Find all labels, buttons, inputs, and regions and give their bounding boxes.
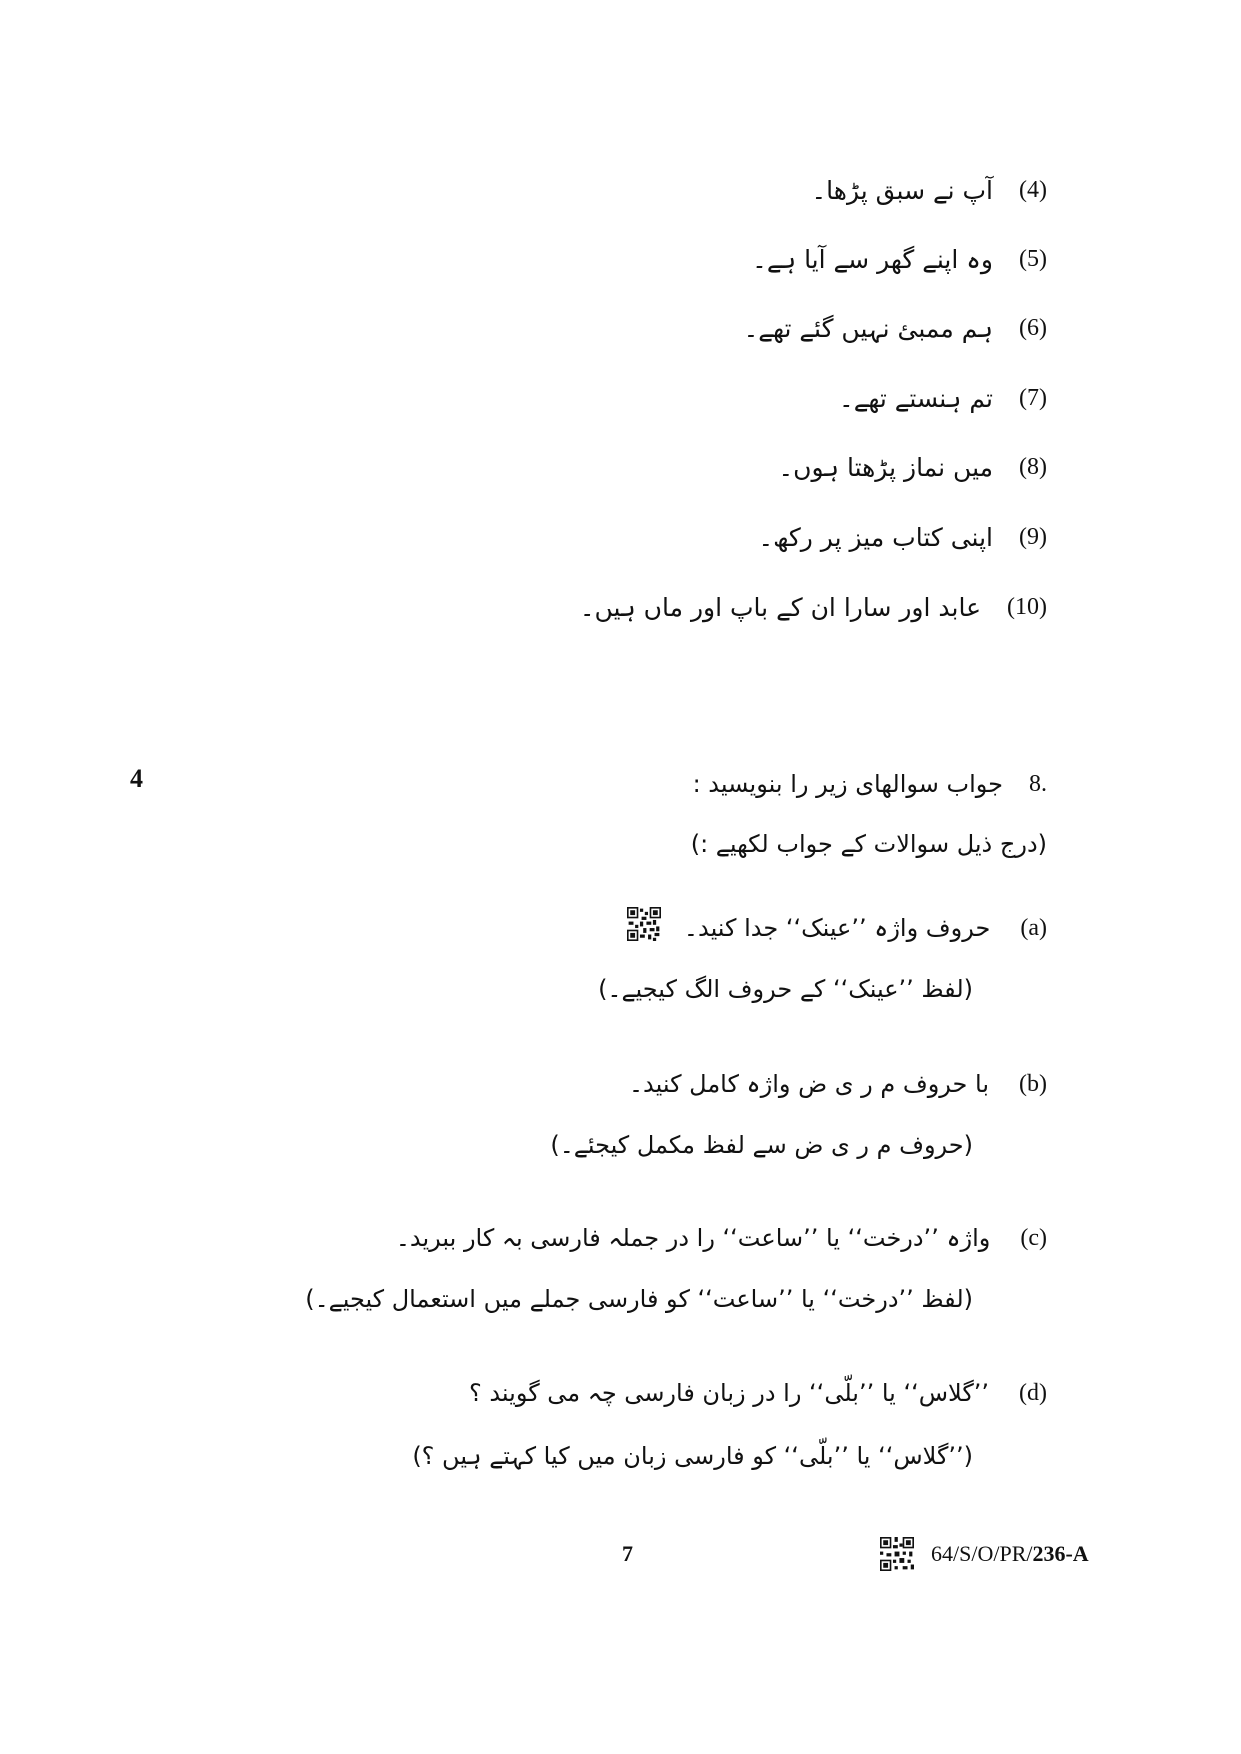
sentence-text: آپ نے سبق پڑھا۔ <box>811 175 994 205</box>
page-number: 7 <box>622 1541 633 1566</box>
sentence-text: تم ہنستے تھے۔ <box>839 383 994 413</box>
question-8-header <box>693 762 1047 806</box>
question-marks: 4 <box>130 764 143 793</box>
part-text: واژہ ’’درخت‘‘ یا ’’ساعت‘‘ را در جملہ فارسی بہ کار ببرید۔ <box>395 1224 991 1252</box>
sentence-number: (6) <box>1019 314 1047 341</box>
question-number: 8. <box>1029 770 1047 797</box>
part-text: با حروف م ر ی ض واژہ کامل کنید۔ <box>628 1070 990 1098</box>
paper-code-suffix: 236-A <box>1032 1541 1089 1566</box>
paper-code-prefix: 64/S/O/PR/ <box>931 1541 1033 1566</box>
sentence-item <box>839 376 1047 420</box>
sentence-item <box>778 445 1047 489</box>
qr-code-icon <box>627 907 661 941</box>
part-translation: (حروف م ر ی ض سے لفظ مکمل کیجئے۔) <box>550 1131 973 1159</box>
sentence-number: (4) <box>1019 176 1047 203</box>
part-translation: (لفظ ’’درخت‘‘ یا ’’ساعت‘‘ کو فارسی جملے میں استعمال کیجیے۔) <box>305 1285 973 1313</box>
question-part-c <box>396 1216 1047 1260</box>
sentence-number: (8) <box>1019 453 1047 480</box>
sentence-item <box>744 306 1047 350</box>
question-prompt: جواب سوالھای زیر را بنویسید : <box>692 770 1003 798</box>
sentence-number: (10) <box>1007 593 1047 620</box>
sentence-number: (5) <box>1019 245 1047 272</box>
sentence-text: وہ اپنے گھر سے آیا ہے۔ <box>752 244 994 274</box>
part-text: ’’گلاس‘‘ یا ’’بلّی‘‘ را در زبان فارسی چہ می گویند ؟ <box>468 1379 990 1407</box>
sentence-item <box>758 515 1047 559</box>
sentence-item <box>752 237 1047 281</box>
part-text: حروف واژہ ’’عینک‘‘ جدا کنید۔ <box>683 914 991 942</box>
sentence-text: اپنی کتاب میز پر رکھ۔ <box>758 522 994 552</box>
sentence-text: ہم ممبئ نہیں گئے تھے۔ <box>743 313 994 343</box>
sentence-number: (7) <box>1019 384 1047 411</box>
sentence-number: (9) <box>1019 523 1047 550</box>
part-label: (a) <box>1020 914 1047 941</box>
part-translation: (’’گلاس‘‘ یا ’’بلّی‘‘ کو فارسی زبان میں کیا کہتے ہیں ؟) <box>412 1442 973 1470</box>
paper-code <box>931 1541 1089 1567</box>
sentence-item <box>580 585 1047 629</box>
part-label: (b) <box>1019 1070 1047 1097</box>
sentence-item <box>812 168 1047 212</box>
part-label: (c) <box>1020 1224 1047 1251</box>
part-translation: (لفظ ’’عینک‘‘ کے حروف الگ کیجیے۔) <box>598 975 973 1003</box>
qr-code-icon <box>880 1537 914 1571</box>
question-part-a <box>684 906 1047 950</box>
question-part-d <box>469 1371 1047 1415</box>
question-part-b <box>629 1062 1047 1106</box>
question-prompt-urdu: (درج ذیل سوالات کے جواب لکھیے :) <box>690 830 1047 858</box>
sentence-text: عابد اور سارا ان کے باپ اور ماں ہیں۔ <box>579 592 982 622</box>
part-label: (d) <box>1019 1379 1047 1406</box>
sentence-text: میں نماز پڑھتا ہوں۔ <box>778 452 994 482</box>
